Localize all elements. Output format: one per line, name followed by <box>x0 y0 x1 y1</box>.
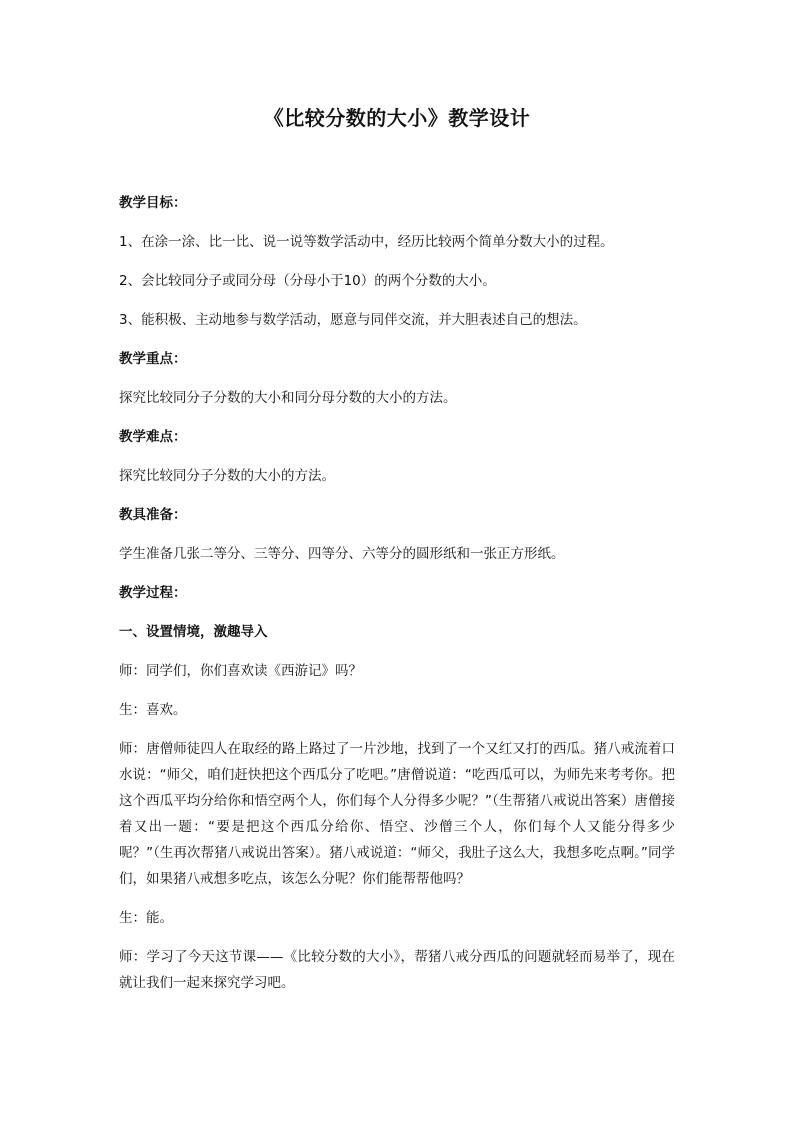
body-paragraph: 师：学习了今天这节课——《比较分数的大小》，帮猪八戒分西瓜的问题就轻而易举了，现在就让我们一起来探究学习吧。 <box>119 949 675 991</box>
body-paragraph: 师：唐僧师徒四人在取经的路上路过了一片沙地，找到了一个又红又打的西瓜。猪八戒流着口水说：“师父，咱们赶快把这个西瓜分了吃吧。”唐僧说道：“吃西瓜可以，为师先来考考你。把这个西瓜平均分给你和悟空两个人，你们每个人分得多少呢？”（生帮猪八戒说出答案）唐僧接着又出一题：“要是把这个西瓜分给你、悟空、沙僧三个人，你们每个人又能分得多少呢？”（生再次帮猪八戒说出答案）。猪八戒说道：“师父，我肚子这么大，我想多吃点啊。”同学们，如果猪八戒想多吃点，该怎么分呢？你们能帮帮他吗？ <box>119 741 675 887</box>
body-paragraph: 探究比较同分子分数的大小和同分母分数的大小的方法。 <box>119 390 457 406</box>
section-heading: 教学目标： <box>119 195 187 211</box>
section-heading: 一、设置情境，激趣导入 <box>119 624 268 640</box>
document-body <box>119 190 675 1009</box>
section-heading: 教具准备： <box>119 507 187 523</box>
body-paragraph: 师：同学们，你们喜欢读《西游记》吗？ <box>119 663 362 679</box>
body-paragraph: 2、会比较同分子或同分母（分母小于10）的两个分数的大小。 <box>119 273 496 289</box>
body-paragraph: 生：喜欢。 <box>119 702 187 718</box>
section-heading: 教学难点： <box>119 429 187 445</box>
body-paragraph: 生：能。 <box>119 910 173 926</box>
section-heading: 教学过程： <box>119 585 187 601</box>
section-heading: 教学重点： <box>119 351 187 367</box>
body-paragraph: 3、能积极、主动地参与数学活动，愿意与同伴交流，并大胆表述自己的想法。 <box>119 312 587 328</box>
body-paragraph: 探究比较同分子分数的大小的方法。 <box>119 468 335 484</box>
document-title: 《比较分数的大小》教学设计 <box>263 106 531 130</box>
body-paragraph: 1、在涂一涂、比一比、说一说等数学活动中，经历比较两个简单分数大小的过程。 <box>119 234 614 250</box>
body-paragraph: 学生准备几张二等分、三等分、四等分、六等分的圆形纸和一张正方形纸。 <box>119 546 565 562</box>
